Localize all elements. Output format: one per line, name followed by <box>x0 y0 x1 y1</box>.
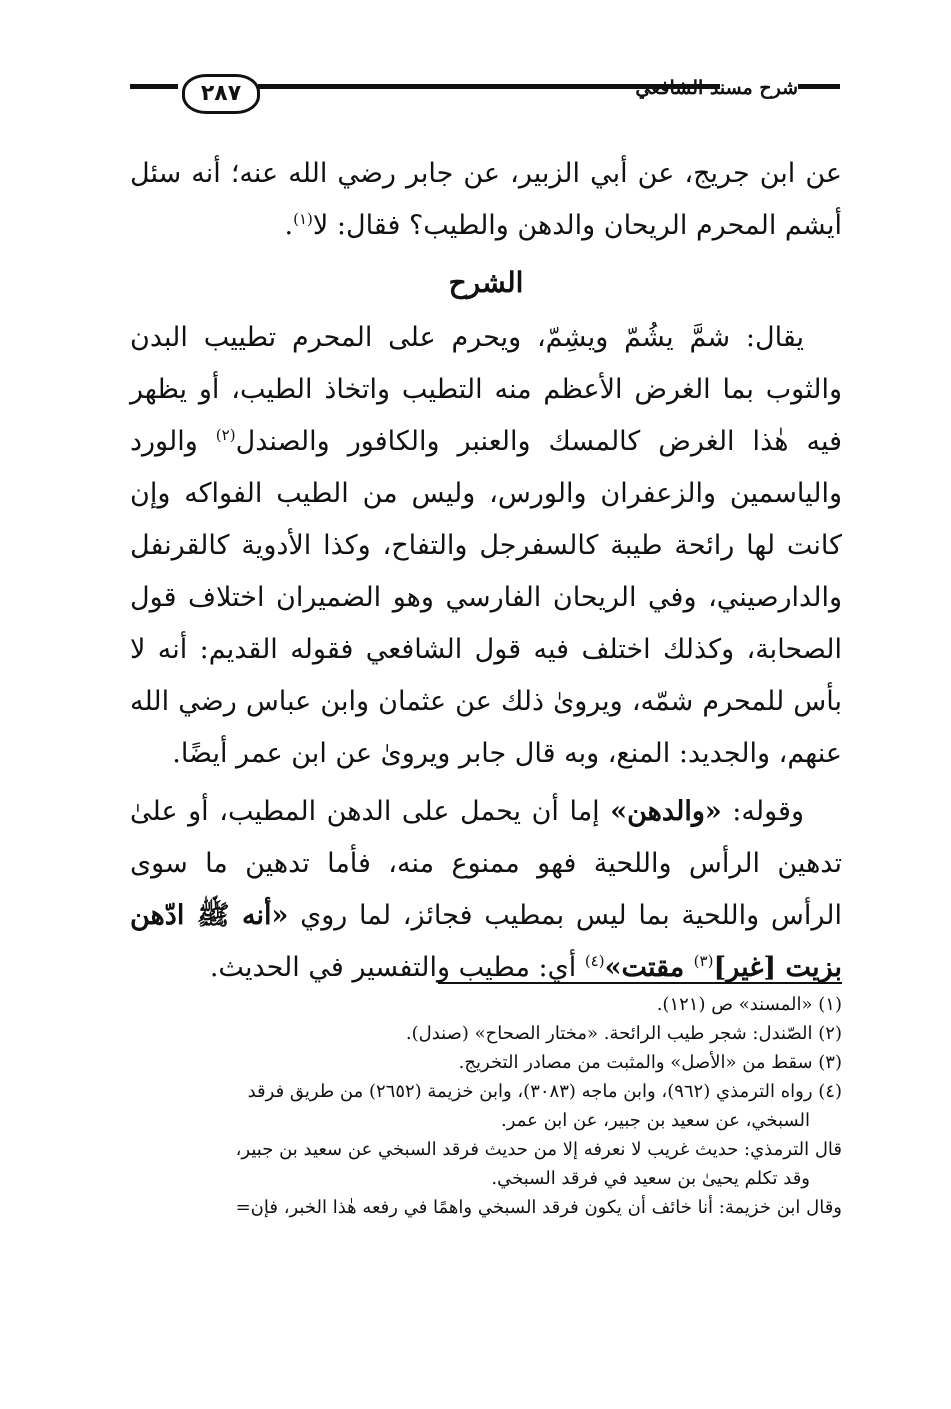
p1-text-b: والورد والياسمين والزعفران والورس، وليس من الطيب الفواكه وإن كانت لها رائحة طيبة كالسفرجل والتفاح، وكذا الأدوية كالقرنفل والدارصيني، وفي الريحان الفارسي وهو الضميران اختلاف قول الصحابة، وكذلك اختلف فيه قول الشافعي فقوله القديم: أنه لا بأس للمحرم شمّه، ويرویٰ ذلك عن عثمان وابن عباس رضي الله عنهم، والجديد: المنع، وبه قال جابر ويرویٰ عن ابن عمر أيضًا. <box>130 426 843 769</box>
hadith-line-1: عن ابن جريج، عن أبي الزبير، عن جابر رضي الله عنه؛ أنه سئل <box>130 158 842 189</box>
section-title: الشرح <box>448 266 524 299</box>
footnote-1: (١) «المسند» ص (١٢١). <box>656 994 842 1015</box>
header-rule-left <box>130 84 178 89</box>
book-title: شرح مسند الشافعي <box>635 77 798 99</box>
footnote-5-line-1: قال الترمذي: حديث غريب لا نعرفه إلا من حديث فرقد السبخي عن سعيد بن جبير، <box>235 1139 842 1160</box>
page-number: ٢٨٧ <box>182 74 260 114</box>
footnote-2: (٢) الصّندل: شجر طيب الرائحة. «مختار الصحاح» (صندل). <box>405 1023 842 1044</box>
running-header <box>130 72 840 116</box>
footnote-ref-4: (٤) <box>584 952 605 970</box>
footnote-5-line-2: وقد تكلم يحيىٰ بن سعيد في فرقد السبخي. <box>491 1168 810 1189</box>
footnote-ref-3: (٣) <box>693 952 714 970</box>
footnote-ref-2: (٢) <box>215 426 236 444</box>
footnotes <box>130 990 842 1222</box>
hadith-line-2: أيشم المحرم الريحان والدهن والطيب؟ فقال: لا <box>312 210 842 241</box>
header-rule-right <box>798 84 840 89</box>
commentary-paragraph-2 <box>130 786 842 994</box>
quoted-hadith: «أنه ﷺ ادّهن بزيت [غير] <box>130 900 842 983</box>
footnote-ref-1: (١) <box>293 210 313 228</box>
hadith-text: عن ابن جريج، عن أبي الزبير، عن جابر رضي الله عنه؛ أنه سئل أيشم المحرم الريحان والدهن والطيب؟ فقال: لا$^{(١)}$. <box>130 158 842 241</box>
p2-text-c: أي: مطيب والتفسير في الحديث. <box>209 952 585 983</box>
footnote-6: وقال ابن خزيمة: أنا خائف أن يكون فرقد السبخي واهمًا في رفعه هٰذا الخبر، فإن= <box>235 1197 842 1218</box>
quoted-hadith-end: مقتت» <box>604 952 694 983</box>
quoted-term: «والدهن» <box>610 796 722 827</box>
p2-text-b: إما أن يحمل على الدهن المطيب، أو علىٰ تدهين الرأس واللحية فهو ممنوع منه، فأما تدهين ما سوى الرأس واللحية بما ليس بمطيب فجائز، لما روي <box>130 796 842 931</box>
p2-text-a: وقوله: <box>721 796 804 827</box>
footnote-4-line-2: السبخي، عن سعيد بن جبير، عن ابن عمر. <box>501 1110 810 1131</box>
p1-text-a: يقال: شمَّ يشُمّ ويشِمّ، ويحرم على المحرم تطييب البدن والثوب بما الغرض الأعظم منه التطيب واتخاذ الطيب، أو يظهر فيه هٰذا الغرض كالمسك والعنبر والكافور والصندل <box>130 322 843 457</box>
footnote-separator <box>438 982 842 984</box>
footnote-4-line-1: (٤) رواه الترمذي (٩٦٢)، وابن ماجه (٣٠٨٣)، وابن خزيمة (٢٦٥٢) من طريق فرقد <box>247 1081 842 1102</box>
commentary-paragraph-1 <box>130 312 842 780</box>
main-text <box>130 148 842 994</box>
footnote-3: (٣) سقط من «الأصل» والمثبت من مصادر التخريج. <box>458 1052 842 1073</box>
